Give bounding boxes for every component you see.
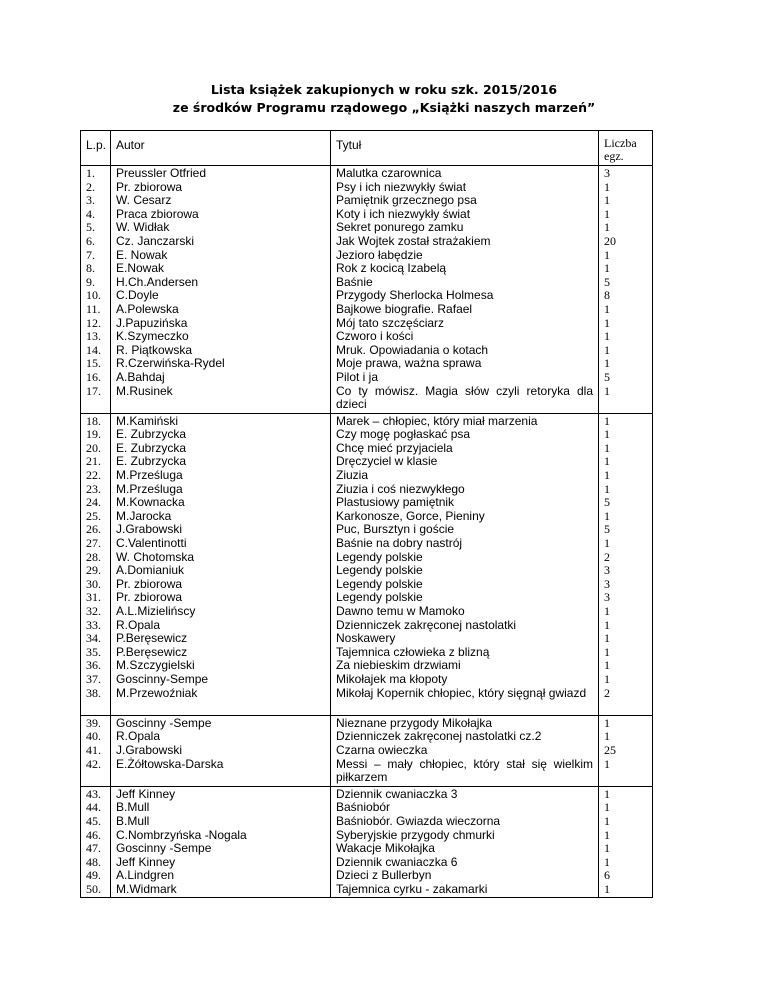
autor-cell: M.Kamiński (116, 413, 179, 428)
liczba-column (599, 166, 653, 414)
tytul-cell: Pamiętnik grzecznego psa (336, 193, 477, 208)
liczba-cell: 1 (604, 756, 610, 771)
header-tytul: Tytuł (331, 131, 599, 166)
tytul-cell: Dziennik cwaniaczka 6 (336, 854, 458, 869)
liczba-cell: 3 (604, 590, 610, 605)
liczba-cell: 1 (604, 220, 610, 235)
tytul-column (331, 166, 599, 414)
liczba-cell: 5 (604, 495, 610, 510)
liczba-cell: 1 (604, 671, 610, 686)
liczba-cell: 1 (604, 440, 610, 455)
liczba-cell: 1 (604, 604, 610, 618)
lp-cell: 36. (86, 658, 101, 673)
liczba-cell: 5 (604, 522, 610, 537)
tytul-cell: Dziennik cwaniaczka 3 (336, 786, 458, 801)
autor-cell: J.Papuzińska (116, 315, 188, 330)
lp-cell: 13. (86, 329, 101, 344)
lp-column (81, 166, 111, 414)
autor-cell: A.Polewska (116, 301, 179, 316)
header-autor: Autor (111, 131, 331, 166)
lp-cell: 1. (86, 166, 95, 180)
autor-cell: C.Doyle (116, 288, 159, 303)
tytul-cell: Mój tato szczęściarz (336, 315, 445, 330)
liczba-cell: 25 (604, 742, 616, 757)
tytul-cell: Dzienniczek zakręconej nastolatki (336, 617, 517, 632)
liczba-cell: 1 (604, 644, 610, 659)
tytul-cell: Karkonosze, Gorce, Pieniny (336, 508, 485, 523)
autor-cell: M.Szczygielski (116, 658, 195, 673)
table-header-row (81, 131, 653, 166)
tytul-cell: Baśnie (336, 274, 373, 289)
lp-cell: 4. (86, 206, 95, 221)
lp-column (81, 786, 111, 898)
tytul-cell: Nieznane przygody Mikołajka (336, 715, 493, 730)
lp-cell: 32. (86, 604, 101, 618)
liczba-cell: 1 (604, 301, 610, 316)
tytul-cell: Chcę mieć przyjaciela (336, 440, 453, 455)
lp-cell: 27. (86, 536, 101, 551)
lp-cell: 3. (86, 193, 95, 208)
autor-cell: P.Beręsewicz (116, 644, 188, 659)
liczba-cell: 5 (604, 274, 610, 289)
autor-cell: M.Prześluga (116, 468, 183, 483)
autor-cell: A.L.Mizielińscy (116, 604, 196, 618)
lp-cell: 24. (86, 495, 101, 510)
tytul-cell: Mikołajek ma kłopoty (336, 671, 448, 686)
liczba-cell: 1 (604, 841, 610, 856)
lp-cell: 33. (86, 617, 101, 632)
autor-cell: E. Zubrzycka (116, 454, 187, 469)
lp-cell: 22. (86, 468, 101, 483)
liczba-column (599, 786, 653, 898)
liczba-cell: 1 (604, 383, 610, 398)
liczba-cell: 1 (604, 342, 610, 357)
tytul-cell: Mikołaj Kopernik chłopiec, który sięgnął gwiazd (336, 685, 587, 700)
liczba-cell: 1 (604, 827, 610, 842)
autor-column (111, 166, 331, 414)
tytul-column (331, 786, 599, 898)
tytul-cell: Baśniobór (336, 800, 391, 815)
lp-cell: 10. (86, 288, 101, 303)
liczba-cell: 1 (604, 261, 610, 276)
autor-cell: Pr. zbiorowa (116, 179, 183, 194)
autor-cell: P.Beręsewicz (116, 631, 188, 646)
autor-cell: C.Nombrzyńska -Nogala (116, 827, 247, 842)
autor-cell: Cz. Janczarski (116, 233, 195, 248)
lp-cell: 31. (86, 590, 101, 605)
tytul-cell: Czy mogę pogłaskać psa (336, 427, 471, 442)
autor-cell: W. Chotomska (116, 549, 195, 564)
autor-cell: Preussler Otfried (116, 166, 207, 180)
tytul-cell: Malutka czarownica (336, 166, 442, 180)
tytul-cell: Legendy polskie (336, 590, 423, 605)
lp-cell: 39. (86, 715, 101, 730)
lp-cell: 14. (86, 342, 101, 357)
autor-cell: M.Kownacka (116, 495, 185, 510)
autor-cell: E.Żółtowska-Darska (116, 756, 224, 771)
liczba-cell: 3 (604, 563, 610, 578)
autor-cell: H.Ch.Andersen (116, 274, 199, 289)
tytul-cell: Baśnie na dobry nastrój (336, 536, 463, 551)
lp-cell: 21. (86, 454, 101, 469)
liczba-cell: 1 (604, 631, 610, 646)
tytul-cell: Czarna owieczka (336, 742, 428, 757)
tytul-cell: Legendy polskie (336, 563, 423, 578)
liczba-cell: 1 (604, 729, 610, 744)
liczba-cell: 8 (604, 288, 610, 303)
liczba-cell: 1 (604, 854, 610, 869)
tytul-cell: Tajemnica cyrku - zakamarki (336, 881, 488, 896)
liczba-cell: 6 (604, 868, 610, 883)
tytul-cell: Dzienniczek zakręconej nastolatki cz.2 (336, 729, 542, 744)
autor-cell: C.Valentinotti (116, 536, 187, 551)
liczba-cell: 1 (604, 617, 610, 632)
lp-cell: 35. (86, 644, 101, 659)
autor-cell: M.Prześluga (116, 481, 183, 496)
autor-column (111, 786, 331, 898)
tytul-cell: Rok z kocicą Izabelą (336, 261, 447, 276)
lp-cell: 47. (86, 841, 101, 856)
tytul-cell: Czworo i kości (336, 329, 414, 344)
tytul-cell: Plastusiowy pamiętnik (336, 495, 455, 510)
tytul-cell: Koty i ich niezwykły świat (336, 206, 471, 221)
autor-column (111, 715, 331, 786)
document-subtitle: ze środków Programu rządowego „Książki naszych marzeń” (172, 100, 596, 115)
liczba-cell: 1 (604, 881, 610, 896)
liczba-cell: 1 (604, 800, 610, 815)
autor-cell: J.Grabowski (116, 522, 183, 537)
liczba-column (599, 413, 653, 715)
liczba-cell: 2 (604, 549, 610, 564)
row-spacer (86, 700, 105, 714)
liczba-cell: 1 (604, 468, 610, 483)
lp-cell: 41. (86, 742, 101, 757)
liczba-cell: 2 (604, 685, 610, 700)
autor-cell: K.Szymeczko (116, 329, 189, 344)
lp-cell: 38. (86, 685, 101, 700)
tytul-column (331, 715, 599, 786)
liczba-cell: 1 (604, 247, 610, 262)
autor-cell: Goscinny -Sempe (116, 841, 212, 856)
lp-cell: 16. (86, 369, 101, 384)
tytul-cell: Ziuzia i coś niezwykłego (336, 481, 465, 496)
lp-cell: 44. (86, 800, 101, 815)
tytul-cell: Za niebieskim drzwiami (336, 658, 461, 673)
lp-cell: 30. (86, 576, 101, 591)
lp-cell: 11. (86, 301, 101, 316)
tytul-cell: Mruk. Opowiadania o kotach (336, 342, 489, 357)
liczba-cell: 1 (604, 193, 610, 208)
autor-cell: R.Czerwińska-Rydel (116, 356, 225, 371)
table-row (81, 413, 653, 715)
autor-cell: E. Zubrzycka (116, 440, 187, 455)
liczba-column (599, 715, 653, 786)
autor-cell: B.Mull (116, 800, 150, 815)
lp-cell: 9. (86, 274, 95, 289)
tytul-cell: Przygody Sherlocka Holmesa (336, 288, 494, 303)
document-title: Lista książek zakupionych w roku szk. 2015/2016 (210, 82, 558, 97)
tytul-cell: Co ty mówisz. Magia słów czyli retoryka dla dzieci (336, 383, 593, 412)
lp-column (81, 715, 111, 786)
autor-cell: R.Opala (116, 617, 161, 632)
lp-cell: 19. (86, 427, 101, 442)
liczba-cell: 1 (604, 356, 610, 371)
tytul-cell: Dzieci z Bullerbyn (336, 868, 432, 883)
liczba-cell: 1 (604, 481, 610, 496)
tytul-cell: Legendy polskie (336, 576, 423, 591)
lp-cell: 12. (86, 315, 101, 330)
liczba-cell: 1 (604, 329, 610, 344)
autor-cell: W. Widłak (116, 220, 170, 235)
lp-cell: 23. (86, 481, 101, 496)
header-lp: L.p. (81, 131, 111, 166)
tytul-cell: Baśniobór. Gwiazda wieczorna (336, 813, 501, 828)
tytul-cell: Messi – mały chłopiec, który stał się wielkim piłkarzem (336, 756, 593, 785)
row-spacer (86, 771, 105, 785)
tytul-cell: Marek – chłopiec, który miał marzenia (336, 413, 538, 428)
liczba-cell: 5 (604, 369, 610, 384)
tytul-cell: Tajemnica człowieka z blizną (336, 644, 490, 659)
autor-cell: Jeff Kinney (116, 854, 176, 869)
autor-cell: A.Bahdaj (116, 369, 165, 384)
liczba-cell: 1 (604, 813, 610, 828)
liczba-cell: 1 (604, 427, 610, 442)
liczba-cell: 1 (604, 179, 610, 194)
header-liczba: Liczba egz. (599, 131, 653, 166)
lp-cell: 15. (86, 356, 101, 371)
autor-cell: Pr. zbiorowa (116, 576, 183, 591)
lp-cell: 17. (86, 383, 101, 398)
autor-column (111, 413, 331, 715)
lp-cell: 2. (86, 179, 95, 194)
lp-cell: 25. (86, 508, 101, 523)
lp-cell: 29. (86, 563, 101, 578)
liczba-cell: 1 (604, 413, 610, 428)
autor-cell: Jeff Kinney (116, 786, 176, 801)
tytul-cell: Legendy polskie (336, 549, 423, 564)
tytul-cell: Psy i ich niezwykły świat (336, 179, 467, 194)
autor-cell: M.Przewoźniak (116, 685, 198, 700)
lp-cell: 6. (86, 233, 95, 248)
row-spacer (604, 700, 647, 714)
liczba-cell: 1 (604, 315, 610, 330)
liczba-cell: 3 (604, 576, 610, 591)
autor-cell: W. Cesarz (116, 193, 172, 208)
tytul-cell: Dawno temu w Mamoko (336, 604, 465, 618)
autor-cell: E. Nowak (116, 247, 168, 262)
row-spacer (86, 398, 105, 412)
tytul-cell: Moje prawa, ważna sprawa (336, 356, 482, 371)
liczba-cell: 1 (604, 715, 610, 730)
tytul-cell: Jak Wojtek został strażakiem (336, 233, 491, 248)
lp-cell: 48. (86, 854, 101, 869)
lp-cell: 37. (86, 671, 101, 686)
liczba-cell: 1 (604, 454, 610, 469)
autor-cell: Pr. zbiorowa (116, 590, 183, 605)
liczba-cell: 1 (604, 536, 610, 551)
lp-cell: 42. (86, 756, 101, 771)
autor-cell: R. Piątkowska (116, 342, 193, 357)
tytul-cell: Noskawery (336, 631, 396, 646)
tytul-cell: Sekret ponurego zamku (336, 220, 464, 235)
liczba-cell: 20 (604, 233, 616, 248)
liczba-cell: 1 (604, 206, 610, 221)
liczba-cell: 3 (604, 166, 610, 180)
tytul-column (331, 413, 599, 715)
autor-cell: J.Grabowski (116, 742, 183, 757)
row-spacer (604, 398, 647, 412)
lp-cell: 45. (86, 813, 101, 828)
tytul-cell: Syberyjskie przygody chmurki (336, 827, 495, 842)
lp-cell: 18. (86, 413, 101, 428)
lp-cell: 7. (86, 247, 95, 262)
tytul-cell: Dręczyciel w klasie (336, 454, 438, 469)
tytul-cell: Ziuzia (336, 468, 369, 483)
lp-cell: 43. (86, 786, 101, 801)
lp-cell: 20. (86, 440, 101, 455)
lp-cell: 40. (86, 729, 101, 744)
lp-cell: 8. (86, 261, 95, 276)
tytul-cell: Pilot i ja (336, 369, 379, 384)
tytul-cell: Puc, Bursztyn i goście (336, 522, 455, 537)
row-spacer (116, 700, 325, 714)
table-row (81, 715, 653, 786)
autor-cell: E. Zubrzycka (116, 427, 187, 442)
lp-cell: 50. (86, 881, 101, 896)
lp-cell: 49. (86, 868, 101, 883)
autor-cell: R.Opala (116, 729, 161, 744)
lp-column (81, 413, 111, 715)
liczba-cell: 1 (604, 658, 610, 673)
row-spacer (604, 771, 647, 785)
autor-cell: A.Domianiuk (116, 563, 185, 578)
lp-cell: 28. (86, 549, 101, 564)
table-row (81, 166, 653, 414)
autor-cell: E.Nowak (116, 261, 165, 276)
tytul-cell: Jezioro łabędzie (336, 247, 423, 262)
autor-cell: M.Widmark (116, 881, 177, 896)
autor-cell: M.Jarocka (116, 508, 172, 523)
row-spacer (116, 398, 325, 412)
autor-cell: A.Lindgren (116, 868, 175, 883)
table-row (81, 786, 653, 898)
autor-cell: M.Rusinek (116, 383, 173, 398)
books-table (80, 130, 653, 898)
autor-cell: Goscinny -Sempe (116, 715, 212, 730)
autor-cell: Praca zbiorowa (116, 206, 199, 221)
liczba-cell: 1 (604, 786, 610, 801)
autor-cell: B.Mull (116, 813, 150, 828)
tytul-cell: Wakacje Mikołajka (336, 841, 435, 856)
autor-cell: Goscinny-Sempe (116, 671, 209, 686)
lp-cell: 26. (86, 522, 101, 537)
row-spacer (116, 771, 325, 785)
lp-cell: 46. (86, 827, 101, 842)
tytul-cell: Bajkowe biografie. Rafael (336, 301, 473, 316)
lp-cell: 34. (86, 631, 101, 646)
lp-cell: 5. (86, 220, 95, 235)
liczba-cell: 1 (604, 508, 610, 523)
